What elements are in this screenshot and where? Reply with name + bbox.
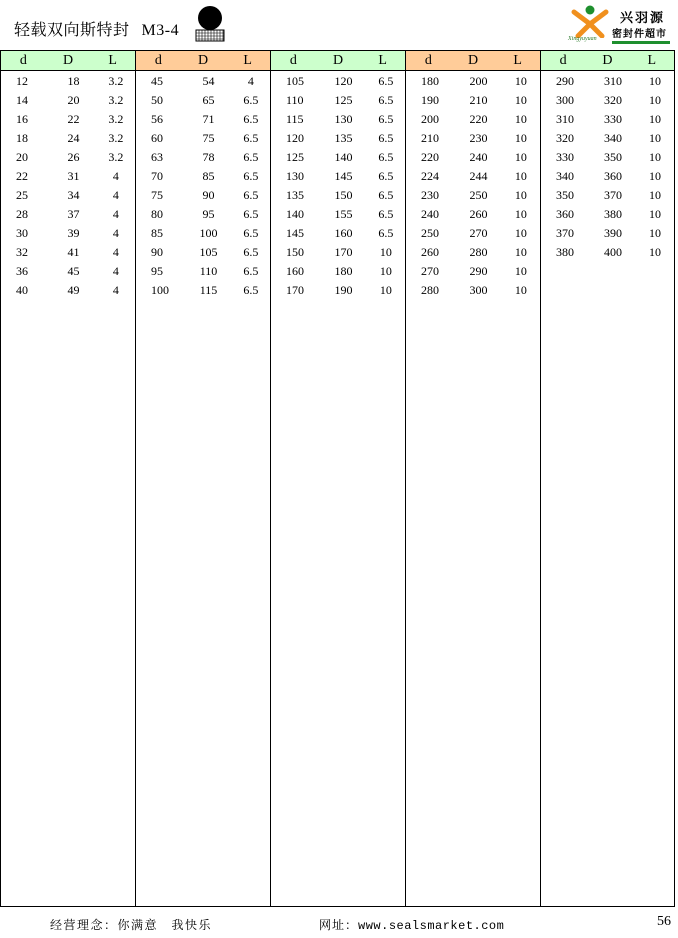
cell-d: 190 <box>421 93 439 107</box>
company-logo <box>568 4 674 46</box>
cell-L: 4 <box>247 74 254 88</box>
cell-L: 6.5 <box>243 207 259 221</box>
cell-L: 10 <box>649 150 661 164</box>
product-name: 轻载双向斯特封 <box>14 20 130 39</box>
cell-D: 22 <box>67 112 80 126</box>
table-row <box>1 148 135 167</box>
cell-D: 150 <box>334 188 353 202</box>
cell-d: 290 <box>556 74 574 88</box>
cell-D: 244 <box>469 169 488 183</box>
cell-d: 100 <box>151 283 169 297</box>
table-row <box>406 262 540 281</box>
cell-d: 370 <box>556 226 574 240</box>
table-row <box>136 281 270 300</box>
cell-d: 240 <box>421 207 439 221</box>
cell-d: 14 <box>16 93 28 107</box>
table-row <box>406 281 540 300</box>
cell-L: 10 <box>649 131 661 145</box>
table-row <box>406 91 540 110</box>
cell-D: 110 <box>199 264 218 278</box>
table-row <box>1 224 135 243</box>
cell-L: 6.5 <box>378 74 394 88</box>
header-outer-diameter: D <box>62 53 74 68</box>
cell-L: 6.5 <box>378 169 394 183</box>
cell-L: 10 <box>514 131 527 145</box>
cell-D: 340 <box>604 131 622 145</box>
cell-D: 41 <box>67 245 80 259</box>
cell-L: 6.5 <box>378 131 394 145</box>
cell-L: 10 <box>649 112 661 126</box>
header-inner-diameter: d <box>19 53 27 68</box>
cell-D: 49 <box>67 283 80 297</box>
table-row <box>136 91 270 110</box>
table-row <box>1 186 135 205</box>
cell-L: 6.5 <box>243 188 259 202</box>
table-row <box>271 281 405 300</box>
column-group-4 <box>406 51 541 906</box>
table-row <box>1 110 135 129</box>
logo-figure-icon <box>570 4 610 38</box>
cell-L: 10 <box>514 207 527 221</box>
cell-D: 31 <box>67 169 80 183</box>
table-row <box>1 281 135 300</box>
page-title <box>14 17 179 40</box>
cell-D: 26 <box>67 150 80 164</box>
header-length: L <box>513 53 522 68</box>
cell-D: 130 <box>334 112 353 126</box>
cell-D: 400 <box>604 245 622 259</box>
cell-L: 10 <box>514 93 527 107</box>
cell-L: 10 <box>379 283 392 297</box>
header-outer-diameter: D <box>467 53 479 68</box>
table-row <box>406 243 540 262</box>
cell-d: 210 <box>421 131 439 145</box>
cell-d: 220 <box>421 150 439 164</box>
table-row <box>1 91 135 110</box>
table-row <box>271 243 405 262</box>
cell-L: 6.5 <box>243 226 259 240</box>
cell-D: 220 <box>469 112 488 126</box>
cell-L: 6.5 <box>378 226 394 240</box>
cell-d: 32 <box>16 245 28 259</box>
cell-d: 105 <box>286 74 304 88</box>
table-row <box>541 186 674 205</box>
cell-d: 45 <box>151 74 163 88</box>
cell-L: 10 <box>514 169 527 183</box>
table-row <box>136 243 270 262</box>
table-row <box>136 110 270 129</box>
cell-D: 39 <box>67 226 80 240</box>
cell-d: 160 <box>286 264 304 278</box>
cell-d: 170 <box>286 283 304 297</box>
cell-d: 330 <box>556 150 574 164</box>
column-header <box>406 51 540 71</box>
table-row <box>541 129 674 148</box>
cell-d: 125 <box>286 150 304 164</box>
table-row <box>136 205 270 224</box>
cell-d: 50 <box>151 93 163 107</box>
header-outer-diameter: D <box>197 53 209 68</box>
header-inner-diameter: d <box>559 53 567 68</box>
cell-D: 260 <box>469 207 488 221</box>
table-row <box>541 72 674 91</box>
table-row <box>1 72 135 91</box>
cell-D: 210 <box>469 93 488 107</box>
table-row <box>136 262 270 281</box>
cell-D: 155 <box>334 207 353 221</box>
cell-d: 135 <box>286 188 304 202</box>
cell-L: 6.5 <box>243 169 259 183</box>
cell-D: 170 <box>334 245 353 259</box>
cell-D: 250 <box>469 188 488 202</box>
cell-L: 4 <box>112 207 119 221</box>
website-label: 网址： <box>319 918 359 932</box>
cell-D: 190 <box>334 283 353 297</box>
cell-L: 6.5 <box>378 150 394 164</box>
table-row <box>271 91 405 110</box>
cell-L: 10 <box>649 226 661 240</box>
cell-d: 56 <box>151 112 163 126</box>
cell-D: 18 <box>67 74 80 88</box>
column-group-3 <box>271 51 406 906</box>
header-outer-diameter: D <box>602 53 613 68</box>
cell-L: 4 <box>112 283 119 297</box>
column-header <box>541 51 674 71</box>
cell-L: 6.5 <box>243 131 259 145</box>
website-url[interactable]: www.sealsmarket.com <box>358 919 505 933</box>
table-row <box>271 148 405 167</box>
table-row <box>271 129 405 148</box>
header-outer-diameter: D <box>332 53 344 68</box>
page-number: 56 <box>657 914 671 929</box>
column-group-5 <box>541 51 674 906</box>
cell-L: 10 <box>514 264 527 278</box>
table-row <box>271 262 405 281</box>
cell-D: 115 <box>199 283 218 297</box>
cell-d: 22 <box>16 169 28 183</box>
table-row <box>406 148 540 167</box>
cell-L: 6.5 <box>378 112 394 126</box>
header-inner-diameter: d <box>424 53 432 68</box>
cell-L: 3.2 <box>108 112 124 126</box>
cell-d: 250 <box>421 226 439 240</box>
table-row <box>406 186 540 205</box>
cell-D: 78 <box>202 150 215 164</box>
cell-D: 34 <box>67 188 80 202</box>
cell-d: 60 <box>151 131 163 145</box>
cell-L: 10 <box>514 150 527 164</box>
cell-D: 100 <box>199 226 218 240</box>
cell-D: 280 <box>469 245 488 259</box>
table-row <box>406 167 540 186</box>
header-length: L <box>108 53 117 68</box>
header-length: L <box>243 53 252 68</box>
cell-d: 70 <box>151 169 163 183</box>
cell-D: 71 <box>202 112 215 126</box>
cell-L: 6.5 <box>243 264 259 278</box>
cell-d: 270 <box>421 264 439 278</box>
table-row <box>136 72 270 91</box>
cell-L: 4 <box>112 245 119 259</box>
cell-D: 200 <box>469 74 488 88</box>
cell-d: 180 <box>421 74 439 88</box>
cell-D: 135 <box>334 131 353 145</box>
cell-L: 3.2 <box>108 93 124 107</box>
cell-L: 10 <box>649 188 661 202</box>
logo-underline <box>612 41 670 44</box>
cell-D: 360 <box>604 169 622 183</box>
logo-brand: 兴羽源 <box>620 11 666 26</box>
cell-L: 10 <box>649 93 661 107</box>
cell-d: 130 <box>286 169 304 183</box>
table-row <box>1 243 135 262</box>
cell-d: 380 <box>556 245 574 259</box>
cell-D: 105 <box>199 245 218 259</box>
cell-L: 4 <box>112 188 119 202</box>
table-row <box>1 262 135 281</box>
table-row <box>541 167 674 186</box>
cell-d: 110 <box>286 93 304 107</box>
cell-D: 240 <box>469 150 488 164</box>
table-row <box>271 110 405 129</box>
page-footer <box>0 909 678 938</box>
cell-D: 20 <box>67 93 80 107</box>
cell-L: 4 <box>112 264 119 278</box>
cell-D: 320 <box>604 93 622 107</box>
cell-L: 3.2 <box>108 150 124 164</box>
cell-d: 150 <box>286 245 304 259</box>
cell-D: 390 <box>604 226 622 240</box>
cell-D: 370 <box>604 188 622 202</box>
cell-L: 6.5 <box>243 112 259 126</box>
cell-d: 320 <box>556 131 574 145</box>
cell-L: 6.5 <box>378 188 394 202</box>
table-row <box>406 205 540 224</box>
cell-D: 330 <box>604 112 622 126</box>
table-row <box>136 148 270 167</box>
footer-motto: 经营理念：你满意 我快乐 <box>50 918 213 932</box>
cell-L: 6.5 <box>378 93 394 107</box>
logo-tagline: 密封件超市 <box>612 29 667 40</box>
cell-D: 310 <box>604 74 622 88</box>
cell-D: 54 <box>202 74 215 88</box>
logo-pinyin: Xingyuyuan <box>568 36 597 42</box>
header-inner-diameter: d <box>289 53 297 68</box>
cell-d: 85 <box>151 226 163 240</box>
cell-D: 145 <box>334 169 353 183</box>
cell-d: 310 <box>556 112 574 126</box>
cell-D: 290 <box>469 264 488 278</box>
cell-d: 115 <box>286 112 304 126</box>
table-row <box>406 224 540 243</box>
cell-L: 10 <box>649 169 661 183</box>
column-header <box>136 51 270 71</box>
column-header <box>271 51 405 71</box>
cell-d: 25 <box>16 188 28 202</box>
header-length: L <box>378 53 387 68</box>
table-row <box>541 224 674 243</box>
cell-L: 10 <box>379 264 392 278</box>
table-row <box>271 167 405 186</box>
cell-D: 125 <box>334 93 353 107</box>
cell-L: 3.2 <box>108 131 124 145</box>
cell-d: 63 <box>151 150 163 164</box>
cell-D: 350 <box>604 150 622 164</box>
cell-L: 10 <box>514 112 527 126</box>
cell-D: 24 <box>67 131 80 145</box>
cell-d: 260 <box>421 245 439 259</box>
cell-D: 65 <box>202 93 215 107</box>
seal-profile-icon <box>193 5 227 43</box>
cell-d: 350 <box>556 188 574 202</box>
cell-d: 36 <box>16 264 28 278</box>
table-row <box>271 224 405 243</box>
cell-d: 224 <box>421 169 439 183</box>
cell-D: 95 <box>202 207 215 221</box>
size-table <box>0 50 675 907</box>
cell-d: 300 <box>556 93 574 107</box>
cell-d: 145 <box>286 226 304 240</box>
cell-d: 360 <box>556 207 574 221</box>
cell-d: 340 <box>556 169 574 183</box>
cell-d: 20 <box>16 150 28 164</box>
cell-d: 230 <box>421 188 439 202</box>
cell-L: 3.2 <box>108 74 124 88</box>
table-row <box>1 205 135 224</box>
cell-d: 120 <box>286 131 304 145</box>
cell-L: 10 <box>514 188 527 202</box>
cell-d: 200 <box>421 112 439 126</box>
cell-D: 270 <box>469 226 488 240</box>
cell-L: 10 <box>379 245 392 259</box>
cell-L: 10 <box>649 207 661 221</box>
cell-D: 37 <box>67 207 80 221</box>
table-row <box>406 110 540 129</box>
cell-D: 90 <box>202 188 215 202</box>
cell-d: 40 <box>16 283 28 297</box>
column-group-1 <box>1 51 136 906</box>
cell-D: 45 <box>67 264 80 278</box>
page-header <box>0 0 678 48</box>
cell-L: 6.5 <box>243 245 259 259</box>
cell-D: 380 <box>604 207 622 221</box>
cell-L: 10 <box>514 74 527 88</box>
cell-D: 160 <box>334 226 353 240</box>
column-group-2 <box>136 51 271 906</box>
table-row <box>271 186 405 205</box>
cell-d: 12 <box>16 74 28 88</box>
cell-D: 230 <box>469 131 488 145</box>
header-length: L <box>647 53 657 68</box>
cell-d: 95 <box>151 264 163 278</box>
table-row <box>406 129 540 148</box>
cell-L: 6.5 <box>378 207 394 221</box>
cell-D: 75 <box>202 131 215 145</box>
cell-D: 85 <box>202 169 215 183</box>
table-row <box>136 167 270 186</box>
cell-d: 75 <box>151 188 163 202</box>
cell-L: 10 <box>514 283 527 297</box>
cell-d: 90 <box>151 245 163 259</box>
table-row <box>541 243 674 262</box>
cell-L: 6.5 <box>243 150 259 164</box>
cell-d: 30 <box>16 226 28 240</box>
cell-L: 10 <box>649 74 661 88</box>
cell-d: 16 <box>16 112 28 126</box>
product-code: M3-4 <box>141 22 180 39</box>
table-row <box>1 129 135 148</box>
cell-L: 10 <box>649 245 661 259</box>
cell-d: 18 <box>16 131 28 145</box>
cell-L: 10 <box>514 226 527 240</box>
cell-D: 300 <box>469 283 488 297</box>
cell-L: 4 <box>112 169 119 183</box>
cell-D: 140 <box>334 150 353 164</box>
table-row <box>136 224 270 243</box>
cell-d: 80 <box>151 207 163 221</box>
cell-d: 140 <box>286 207 304 221</box>
table-row <box>271 72 405 91</box>
cell-D: 180 <box>334 264 353 278</box>
table-row <box>541 148 674 167</box>
table-row <box>541 110 674 129</box>
cell-L: 6.5 <box>243 93 259 107</box>
footer-website <box>319 916 504 933</box>
cell-d: 28 <box>16 207 28 221</box>
table-row <box>136 129 270 148</box>
cell-L: 10 <box>514 245 527 259</box>
table-row <box>406 72 540 91</box>
cell-L: 6.5 <box>243 283 259 297</box>
cell-d: 280 <box>421 283 439 297</box>
table-row <box>271 205 405 224</box>
table-row <box>541 91 674 110</box>
header-inner-diameter: d <box>154 53 162 68</box>
cell-L: 4 <box>112 226 119 240</box>
column-header <box>1 51 135 71</box>
table-row <box>136 186 270 205</box>
table-row <box>1 167 135 186</box>
table-row <box>541 205 674 224</box>
cell-D: 120 <box>334 74 353 88</box>
